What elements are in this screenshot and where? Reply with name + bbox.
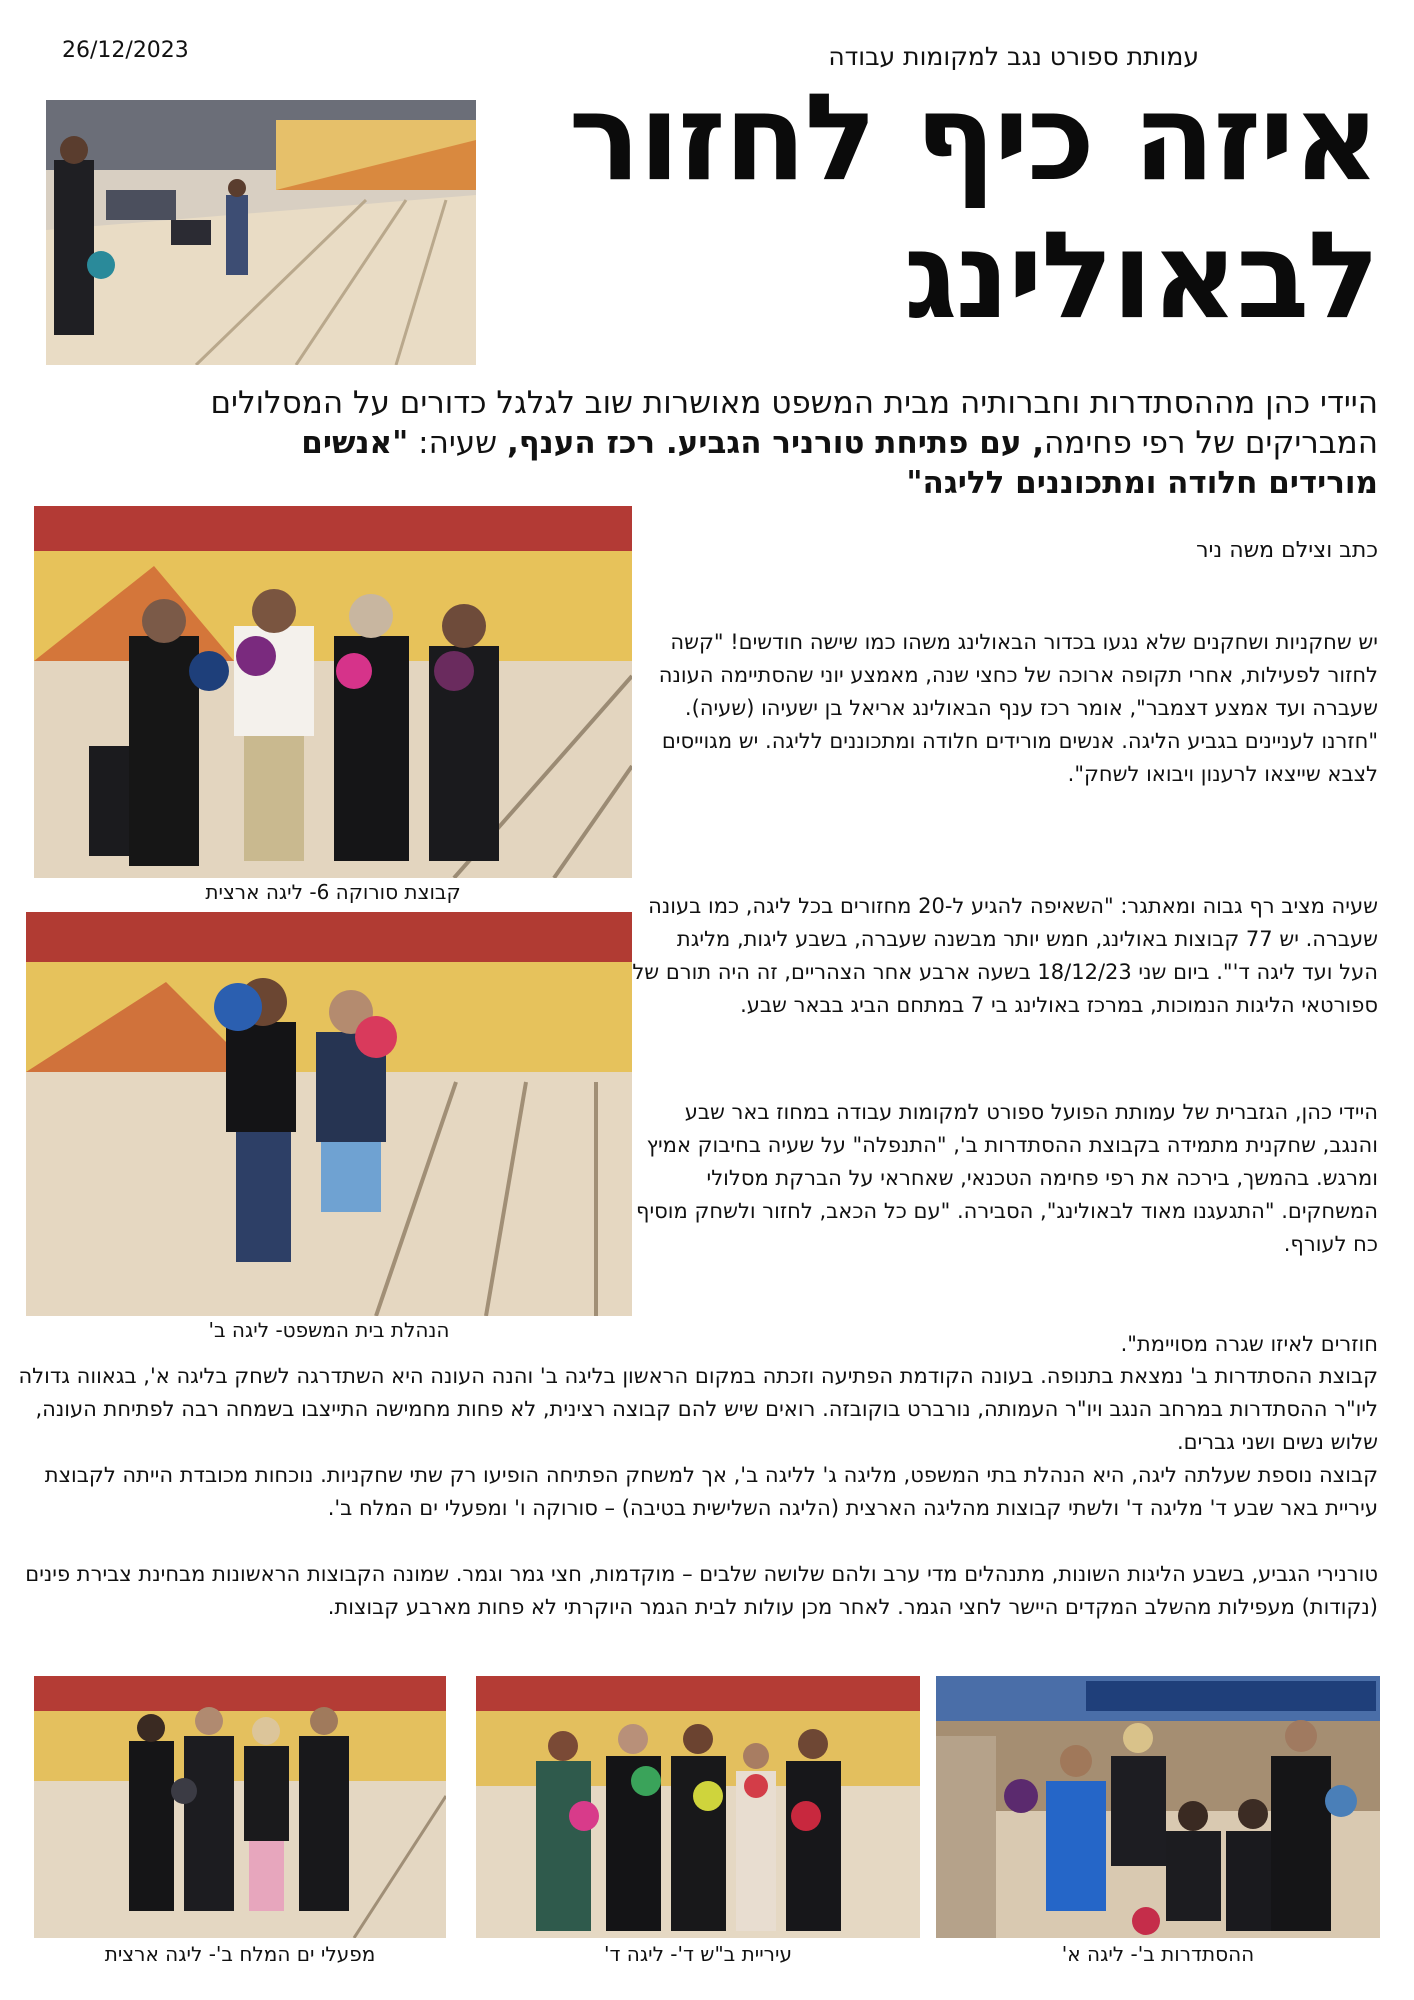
- caption-dead-sea-team: מפעלי ים המלח ב'- ליגה ארצית: [104, 1942, 376, 1966]
- caption-soroka-team: קבוצת סורוקה 6- ליגה ארצית: [205, 880, 461, 904]
- subhead-part-2: , עם פתיחת טורניר הגביע. רכז הענף,: [506, 425, 1045, 461]
- photo-dead-sea-team: [34, 1676, 446, 1938]
- paragraph-3: היידי כהן, הגזברית של עמותת הפועל ספורט למקומות עבודה במחוז באר שבע והנגב, שחקנית מתמידה בקבוצת ההסתדרות ב', "התנפלה" על שעיה בחיבוק אמיץ ומרגש. בהמשך, בירכה את רפי פחימה הטכנאי, שאחראי על הברקת מסלולי המשחקים. "התגעגנו מאוד לבאולינג", הסבירה. "עם כל הכאב, לחזור ולשחק מוסיף כח לעורף.: [636, 1100, 1378, 1256]
- subhead-part-1: היידי כהן מההסתדרות וחברותיה מבית המשפט מאושרות שוב לגלגל כדורים על המסלולים המבריקים של רפי פחימה: [210, 385, 1378, 461]
- caption-court-team: הנהלת בית המשפט- ליגה ב': [208, 1318, 450, 1342]
- subhead-part-3: שעיה:: [408, 425, 507, 461]
- byline: כתב וצילם משה ניר: [1196, 538, 1378, 563]
- paragraph-2: שעיה מציב רף גבוה ומאתגר: "השאיפה להגיע ל-20 מחזורים בכל ליגה, כמו בעונה שעברה. יש 77 קבוצות באולינג, חמש יותר מבשנה שעברה, בשבע ליגות, מליגת העל ועד ליגה ד'". ביום שני 18/12/23 בשעה ארבע אחר הצהריים, זה היה תורם של ספורטאי הליגות הנמוכות, במרכז באולינג בי 7 במתחם הביג בבאר שבע.: [632, 894, 1378, 1017]
- photo-bowling-hall: [46, 100, 476, 365]
- caption-municipality-team: עיריית ב"ש ד'- ליגה ד': [604, 1942, 792, 1966]
- paragraph-5: קבוצה נוספת שעלתה ליגה, היא הנהלת בתי המשפט, מליגה ג' לליגה ב', אך למשחק הפתיחה הופיעו רק שתי שחקניות. נוכחות מכובדת הייתה לקבוצת עיריית באר שבע ד' מליגה ד' ולשתי קבוצות מהליגה הארצית (הליגה השלישית בטיבה) – סורוקה ו' ומפעלי ים המלח ב'.: [44, 1463, 1378, 1520]
- photo-histadrut-team: [936, 1676, 1380, 1938]
- subheadline: [208, 383, 1378, 503]
- publication-date: 26/12/2023: [62, 38, 189, 63]
- caption-histadrut-team: ההסתדרות ב'- ליגה א': [1061, 1942, 1255, 1966]
- headline-line-1: איזה כיף לחזור: [568, 69, 1378, 208]
- paragraph-4: קבוצת ההסתדרות ב' נמצאת בתנופה. בעונה הקודמת הפתיעה וזכתה במקום הראשון בליגה ב' והנה העונה היא השתדרגה לשחק בליגה א', בגאווה גדולה ליו"ר ההסתדרות במרחב הנגב ויו"ר העמותה, נורברט בוקובזה. רואים שיש להם קבוצה רצינית, לא פחות מחמישה התייצבו בשמחה רבה לפתיחת העונה, שלוש נשים ושני גברים.: [18, 1364, 1378, 1454]
- paragraph-1: יש שחקניות ושחקנים שלא נגעו בכדור הבאולינג משהו כמו שישה חודשים! "קשה לחזור לפעילות, אחרי תקופה ארוכה של כחצי שנה, מאמצע יוני שהסתיימה העונה שעברה ועד אמצע דצמבר", אומר רכז ענף הבאולינג אריאל בן ישעיהו (שעיה). "חזרנו לעניינים בגביע הליגה. אנשים מורידים חלודה ומתכוננים לליגה. יש מגוייסים לצבא שייצאו לרענון ויבואו לשחק".: [658, 630, 1378, 786]
- paragraph-6: טורנירי הגביע, בשבע הליגות השונות, מתנהלים מדי ערב ולהם שלושה שלבים – מוקדמות, חצי גמר וגמר. שמונה הקבוצות הראשונות מבחינת צבירת פינים (נקודות) מעפילות מהשלב המקדים היישר לחצי הגמר. לאחר מכן עולות לבית הגמר היוקרתי לא פחות מארבע קבוצות.: [25, 1562, 1378, 1619]
- subhead-quote: "אנשים מורידים חלודה ומתכוננים לליגה": [301, 425, 1378, 501]
- photo-court-team: [26, 912, 632, 1316]
- headline-line-2: לבאולינג: [903, 207, 1378, 346]
- headline: [498, 70, 1378, 346]
- photo-soroka-team: [34, 506, 632, 878]
- column-title: עמותת ספורט נגב למקומות עבודה: [828, 42, 1199, 71]
- paragraph-3-last-line: חוזרים לאיזו שגרה מסויימת".: [1120, 1332, 1378, 1356]
- photo-municipality-team: [476, 1676, 920, 1938]
